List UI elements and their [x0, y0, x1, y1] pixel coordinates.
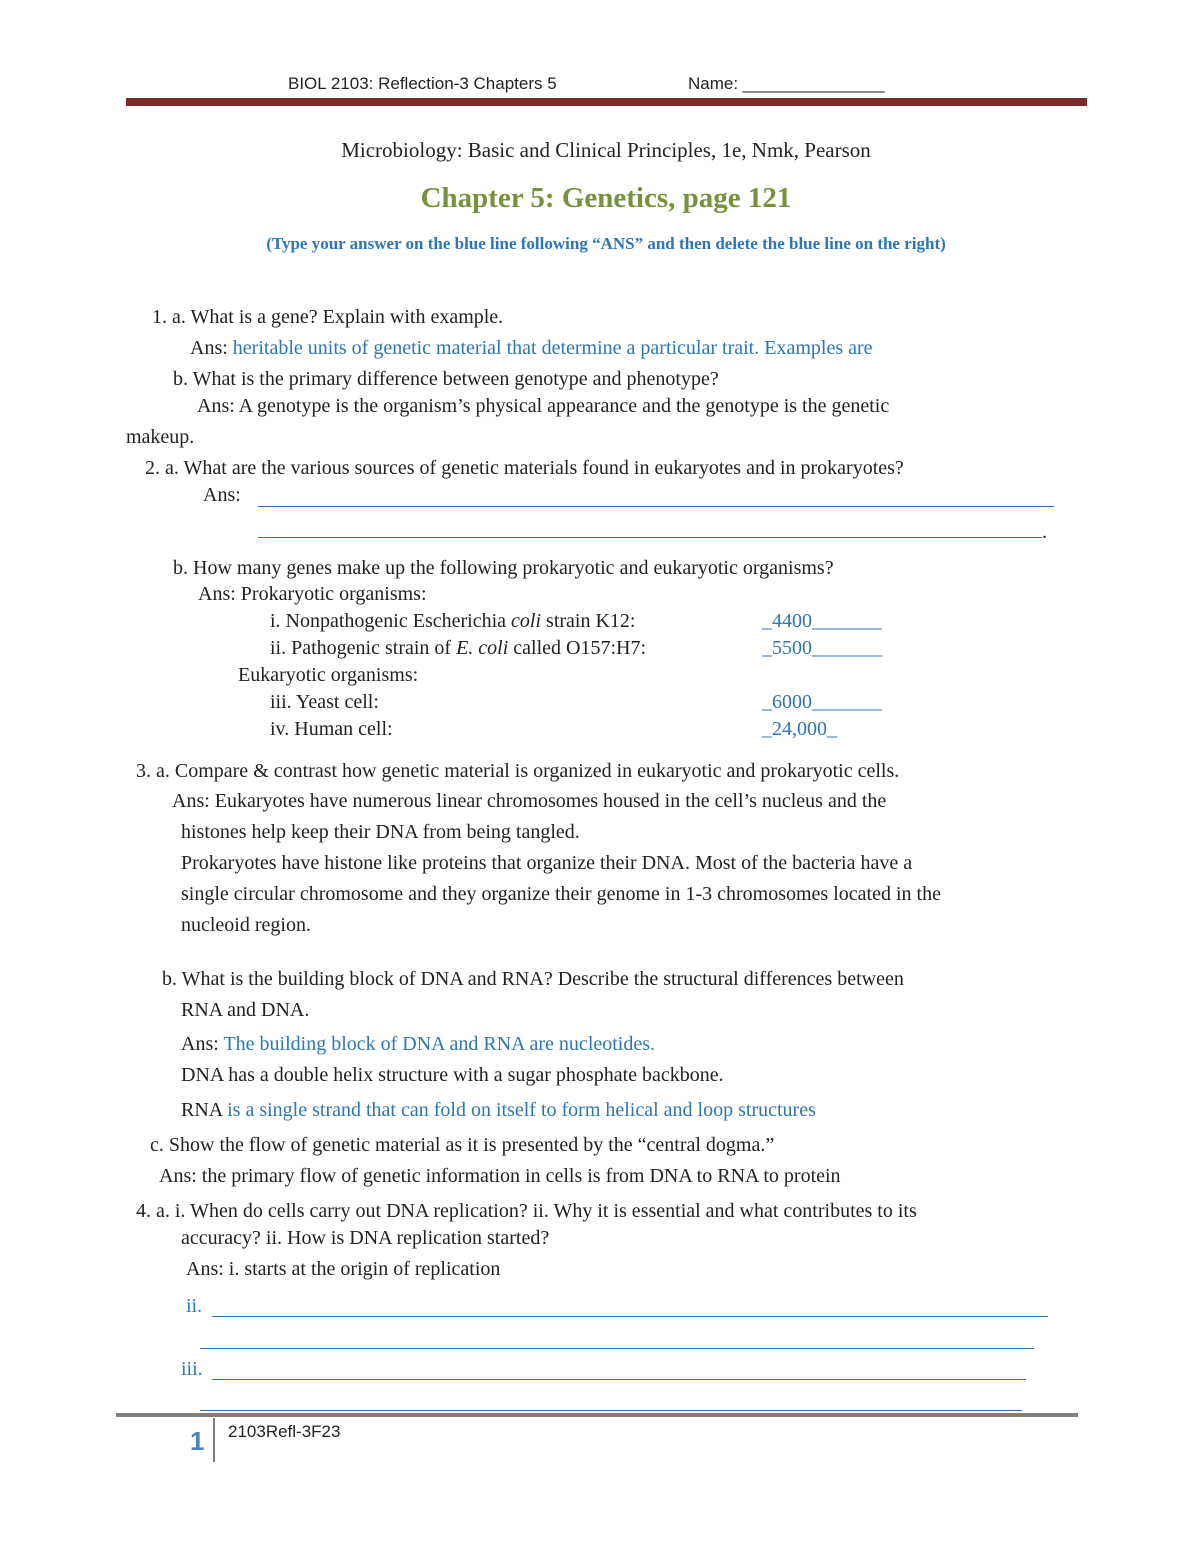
book-title: Microbiology: Basic and Clinical Principles, 1e, Nmk, Pearson [341, 138, 871, 162]
q3b-answer-text: The building block of DNA and RNA are nucleotides. [223, 1033, 656, 1055]
q2a-answer-label: Ans: [203, 484, 241, 506]
answer-label: Ans: [190, 337, 228, 359]
gene-count-value[interactable]: _6000_______ [762, 691, 882, 713]
gene-count-label: iv. Human cell: [270, 718, 393, 740]
chapter-title: Chapter 5: Genetics, page 121 [420, 182, 792, 214]
q3a-answer-line[interactable]: single circular chromosome and they organize their genome in 1-3 chromosomes located in the [181, 883, 941, 905]
gene-count-value[interactable]: _4400_______ [762, 610, 882, 632]
q3c-question: c. Show the flow of genetic material as it is presented by the “central dogma.” [150, 1134, 775, 1156]
gene-count-label: ii. Pathogenic strain of E. coli called O157:H7: [270, 637, 647, 659]
q4a-answer-ii-line-1[interactable] [212, 1316, 1048, 1317]
q1b-question: b. What is the primary difference between genotype and phenotype? [173, 368, 719, 390]
q4a-answer-iii-line-2[interactable] [200, 1410, 1022, 1411]
q3b-dna-line[interactable]: DNA has a double helix structure with a sugar phosphate backbone. [181, 1064, 724, 1086]
header-divider [126, 98, 1087, 106]
gene-count-label: iii. Yeast cell: [270, 691, 379, 713]
q1b-answer-line2[interactable]: makeup. [126, 426, 195, 448]
header-name-field[interactable]: Name: _______________ [688, 74, 885, 93]
header-course: BIOL 2103: Reflection-3 Chapters 5 [288, 74, 557, 93]
q3b-answer[interactable] [181, 1032, 655, 1056]
q4a-answer-ii-line-2[interactable] [200, 1348, 1034, 1349]
q4a-answer-iii-label: iii. [181, 1358, 203, 1380]
q2b-question: b. How many genes make up the following prokaryotic and eukaryotic organisms? [173, 557, 834, 579]
q2a-question: 2. a. What are the various sources of genetic materials found in eukaryotes and in prokaryotes? [145, 457, 904, 479]
q4a-question-line2: accuracy? ii. How is DNA replication started? [181, 1227, 550, 1249]
q3c-answer[interactable]: Ans: the primary flow of genetic information in cells is from DNA to RNA to protein [159, 1165, 841, 1187]
q2b-eukaryotic-label: Eukaryotic organisms: [238, 664, 419, 686]
q3a-answer-line[interactable]: Ans: Eukaryotes have numerous linear chromosomes housed in the cell’s nucleus and the [172, 790, 887, 812]
q3b-rna-text: is a single strand that can fold on itself to form helical and loop structures [227, 1099, 816, 1121]
q3a-answer-line[interactable]: Prokaryotes have histone like proteins that organize their DNA. Most of the bacteria have a [181, 852, 913, 874]
q1b-answer-line1[interactable]: Ans: A genotype is the organism’s physical appearance and the genotype is the genetic [197, 395, 890, 417]
q4a-question-line1: 4. a. i. When do cells carry out DNA replication? ii. Why it is essential and what contributes to its [136, 1200, 917, 1222]
q2a-answer-line-1[interactable] [258, 506, 1054, 507]
q1a-answer-text: heritable units of genetic material that determine a particular trait. Examples are [232, 337, 873, 359]
q3a-answer-line[interactable]: nucleoid region. [181, 914, 311, 936]
q3b-question-line1: b. What is the building block of DNA and RNA? Describe the structural differences between [162, 968, 904, 990]
instructions: (Type your answer on the blue line following “ANS” and then delete the blue line on the right) [266, 234, 946, 253]
footer-separator [213, 1418, 215, 1462]
q3b-question-line2: RNA and DNA. [181, 999, 310, 1021]
gene-count-value[interactable]: _24,000_ [762, 718, 837, 740]
page-number: 1 [190, 1426, 205, 1456]
q3b-rna-line[interactable] [181, 1098, 816, 1122]
footer-doc-code: 2103Refl-3F23 [228, 1422, 341, 1441]
q4a-answer-i[interactable]: Ans: i. starts at the origin of replication [186, 1258, 501, 1280]
rna-label: RNA [181, 1099, 223, 1121]
q1a-answer[interactable] [190, 336, 873, 360]
gene-count-label: i. Nonpathogenic Escherichia coli strain K12: [270, 610, 636, 632]
q4a-answer-ii-label: ii. [186, 1295, 203, 1317]
q2a-answer-end: . [1042, 521, 1047, 543]
gene-count-value[interactable]: _5500_______ [762, 637, 882, 659]
answer-label: Ans: [181, 1033, 219, 1055]
q2a-answer-line-2[interactable] [258, 537, 1042, 538]
q3a-answer-line[interactable]: histones help keep their DNA from being tangled. [181, 821, 580, 843]
q1a-question: 1. a. What is a gene? Explain with example. [152, 306, 504, 328]
q3a-question: 3. a. Compare & contrast how genetic material is organized in eukaryotic and prokaryotic cells. [136, 760, 900, 782]
footer-divider [116, 1413, 1078, 1417]
q2b-answer-prokaryotic: Ans: Prokaryotic organisms: [198, 583, 427, 605]
q4a-answer-iii-line-1[interactable] [212, 1379, 1026, 1380]
